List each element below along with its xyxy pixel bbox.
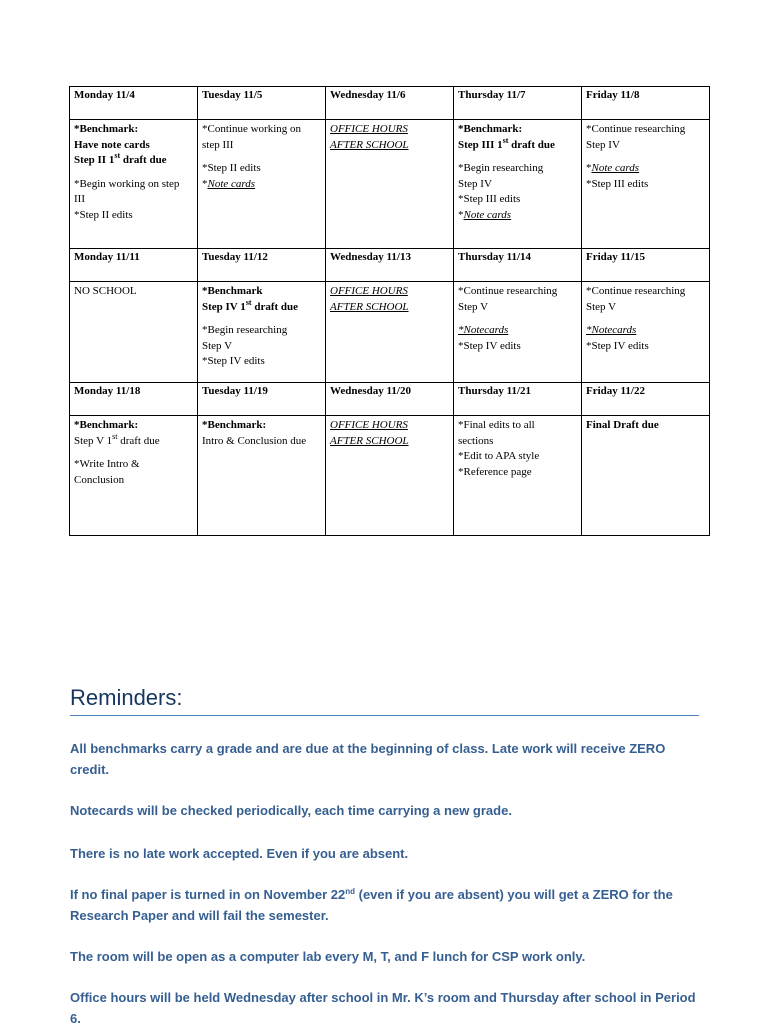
task-line: *Benchmark: [74, 419, 139, 431]
task-line: OFFICE HOURS [330, 419, 408, 431]
task-line: Step V [458, 300, 489, 313]
spacer [458, 153, 577, 161]
day-header: Wednesday 11/20 [326, 383, 454, 416]
day-header: Thursday 11/14 [454, 249, 582, 282]
task-line: Step II 1st draft due [74, 151, 167, 167]
task-line: Intro & Conclusion due [202, 434, 307, 447]
task-line: Conclusion [74, 473, 125, 486]
reminder-late-work: There is no late work accepted. Even if you are absent. [70, 846, 409, 861]
day-header: Thursday 11/21 [454, 383, 582, 416]
task-line: *Notecards [458, 324, 509, 337]
day-tasks-cell [454, 282, 582, 383]
task-line: *Note cards [202, 177, 256, 190]
day-header: Tuesday 11/19 [198, 383, 326, 416]
task-line: *Continue working on [202, 123, 301, 135]
reminder-benchmarks: All benchmarks carry a grade and are due at the beginning of class. Late work will receive ZERO credit. [70, 741, 666, 777]
day-tasks-cell [582, 120, 710, 249]
task-line: III [74, 193, 85, 206]
task-line: *Reference page [458, 465, 532, 478]
reminder-final-paper: If no final paper is turned in on November 22nd (even if you are absent) you will get a ZERO for the Research Paper and will fail the semester. [70, 887, 673, 923]
day-tasks-cell [70, 416, 198, 536]
task-line: *Step III edits [458, 193, 521, 206]
week-tasks-row [70, 282, 710, 383]
task-line: AFTER SCHOOL [330, 300, 409, 313]
task-line: *Write Intro & [74, 458, 140, 471]
reminders-section [70, 683, 700, 1026]
task-line: *Benchmark: [202, 419, 267, 431]
week-header-row [70, 87, 710, 120]
reminder-office-hours: Office hours will be held Wednesday after school in Mr. K’s room and Thursday after school in Period 6. [70, 990, 696, 1026]
task-line: step III [202, 138, 234, 151]
task-line: *Benchmark: [74, 123, 139, 135]
task-line: *Step III edits [586, 177, 649, 190]
day-tasks-cell [454, 120, 582, 249]
reminders-heading: Reminders: [70, 685, 183, 710]
task-line: *Benchmark: [458, 123, 523, 135]
spacer [202, 315, 321, 323]
task-line: OFFICE HOURS [330, 285, 408, 297]
week-header-row [70, 249, 710, 282]
day-header: Tuesday 11/12 [198, 249, 326, 282]
task-line: OFFICE HOURS [330, 123, 408, 135]
task-line: *Step II edits [74, 208, 133, 221]
reminder-computer-lab: The room will be open as a computer lab every M, T, and F lunch for CSP work only. [70, 949, 586, 964]
task-line: sections [458, 434, 494, 447]
task-line: Final Draft due [586, 419, 659, 431]
task-line: Have note cards [74, 138, 150, 151]
day-tasks-cell [326, 282, 454, 383]
spacer [202, 153, 321, 161]
spacer [458, 315, 577, 323]
day-header: Friday 11/8 [582, 87, 710, 120]
task-line: *Step IV edits [202, 355, 265, 368]
day-tasks-cell [454, 416, 582, 536]
day-header: Monday 11/18 [70, 383, 198, 416]
day-tasks-cell [198, 416, 326, 536]
day-tasks-cell [70, 282, 198, 383]
day-header: Monday 11/4 [70, 87, 198, 120]
day-header: Monday 11/11 [70, 249, 198, 282]
day-tasks-cell [198, 282, 326, 383]
task-line: *Note cards [586, 162, 640, 175]
day-header: Thursday 11/7 [454, 87, 582, 120]
task-line: *Step IV edits [586, 339, 649, 352]
task-line: Step V [586, 300, 617, 313]
day-tasks-cell [70, 120, 198, 249]
task-line: AFTER SCHOOL [330, 434, 409, 447]
task-line: Step V 1st draft due [74, 431, 160, 447]
task-line: Step IV 1st draft due [202, 297, 299, 313]
week-tasks-row [70, 416, 710, 536]
day-tasks-cell [326, 416, 454, 536]
task-line: *Notecards [586, 324, 637, 337]
day-header: Friday 11/15 [582, 249, 710, 282]
task-line: NO SCHOOL [74, 285, 137, 297]
task-line: *Step II edits [202, 162, 261, 175]
reminder-notecards: Notecards will be checked periodically, each time carrying a new grade. [70, 803, 512, 818]
task-line: *Final edits to all [458, 419, 535, 431]
task-line: *Continue researching [586, 285, 686, 297]
spacer [74, 449, 193, 457]
day-tasks-cell [582, 282, 710, 383]
schedule-table [69, 86, 710, 536]
heading-divider [70, 715, 699, 716]
task-line: *Edit to APA style [458, 450, 540, 463]
task-line: Step III 1st draft due [458, 135, 555, 151]
task-line: AFTER SCHOOL [330, 138, 409, 151]
task-line: *Begin researching [202, 324, 288, 337]
task-line: *Note cards [458, 208, 512, 221]
day-tasks-cell [582, 416, 710, 536]
day-tasks-cell [326, 120, 454, 249]
spacer [586, 153, 705, 161]
day-tasks-cell [198, 120, 326, 249]
week-header-row [70, 383, 710, 416]
task-line: Step IV [458, 177, 492, 190]
day-header: Wednesday 11/13 [326, 249, 454, 282]
task-line: *Step IV edits [458, 339, 521, 352]
task-line: *Continue researching [586, 123, 686, 135]
week-tasks-row [70, 120, 710, 249]
task-line: *Continue researching [458, 285, 558, 297]
spacer [586, 315, 705, 323]
task-line: *Begin researching [458, 162, 544, 175]
task-line: *Begin working on step [74, 177, 180, 190]
task-line: Step V [202, 339, 233, 352]
task-line: *Benchmark [202, 285, 263, 297]
day-header: Tuesday 11/5 [198, 87, 326, 120]
task-line: Step IV [586, 138, 620, 151]
spacer [74, 169, 193, 177]
day-header: Friday 11/22 [582, 383, 710, 416]
day-header: Wednesday 11/6 [326, 87, 454, 120]
